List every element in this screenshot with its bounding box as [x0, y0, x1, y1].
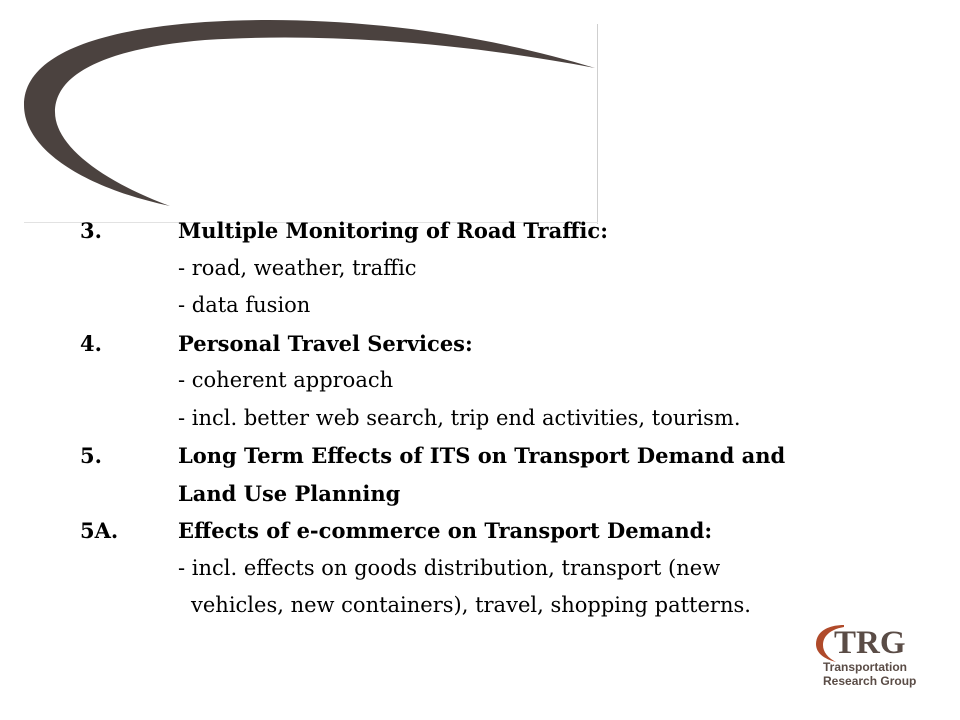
item-subpoint: - incl. effects on goods distribution, transport (new: [178, 555, 721, 580]
item-subpoint: - coherent approach: [178, 368, 394, 392]
swoosh-decoration: [0, 0, 600, 230]
list-item: [0, 212, 960, 250]
list-item: [0, 250, 960, 288]
item-heading: Effects of e-commerce on Transport Demand:: [178, 518, 713, 543]
list-item: [0, 475, 960, 513]
list-item: [0, 325, 960, 363]
item-subpoint: - road, weather, traffic: [178, 255, 417, 280]
item-heading: Multiple Monitoring of Road Traffic:: [178, 218, 608, 243]
logo-line1: Transportation: [823, 660, 908, 674]
logo-line2: Research Group: [823, 674, 917, 688]
list-item: [0, 362, 960, 400]
list-item: [0, 550, 960, 588]
frame-vertical-line: [597, 24, 598, 224]
list-item: [0, 287, 960, 325]
item-subpoint-continuation: vehicles, new containers), travel, shopping patterns.: [191, 593, 751, 617]
item-subpoint: - data fusion: [178, 293, 311, 317]
item-heading: Long Term Effects of ITS on Transport Demand and: [178, 443, 786, 468]
trg-logo: [812, 617, 928, 691]
item-number: 4.: [80, 330, 102, 356]
list-item: [0, 437, 960, 475]
item-number: 3.: [80, 218, 102, 243]
slide-content: [0, 212, 960, 625]
item-number: 5A.: [80, 518, 119, 543]
list-item: [0, 400, 960, 438]
item-subpoint: - incl. better web search, trip end activities, tourism.: [178, 405, 741, 430]
logo-abbr: TRG: [834, 625, 906, 661]
item-heading-continuation: Land Use Planning: [178, 480, 401, 506]
list-item: [0, 512, 960, 550]
item-number: 5.: [80, 443, 102, 468]
item-heading: Personal Travel Services:: [178, 330, 473, 356]
